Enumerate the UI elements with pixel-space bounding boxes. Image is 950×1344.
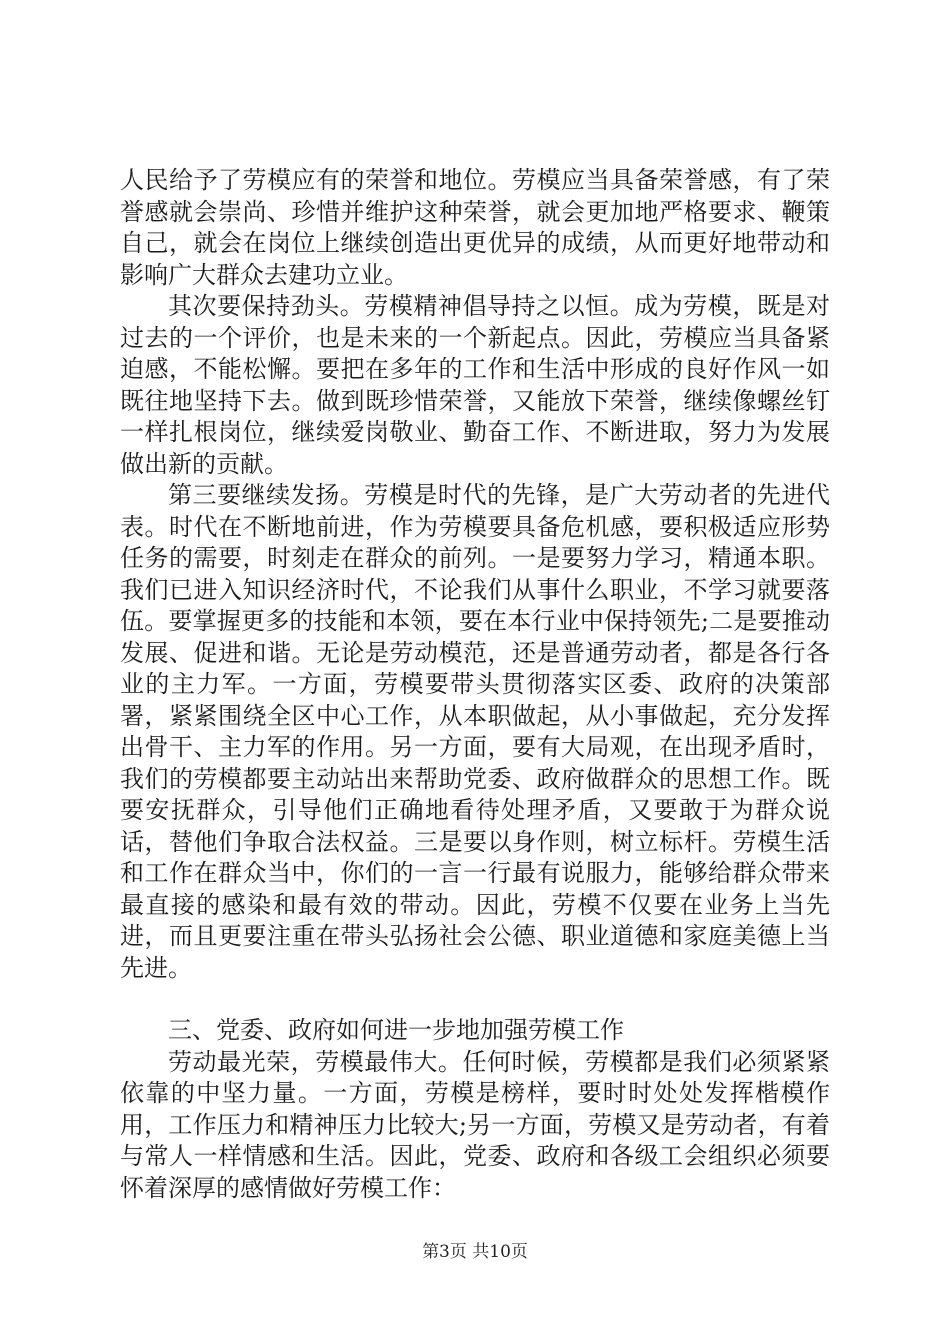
page-footer: 第3页 共10页	[422, 1242, 528, 1262]
paragraph-keep-momentum: 其次要保持劲头。劳模精神倡导持之以恒。成为劳模，既是对过去的一个评价，也是未来的一个新起点。因此，劳模应当具备紧迫感，不能松懈。要把在多年的工作和生活中形成的良好作风一如既往地坚持下去。做到既珍惜荣誉，又能放下荣誉，继续像螺丝钉一样扎根岗位，继续爱岗敬业、勤奋工作、不断进取，努力为发展做出新的贡献。	[120, 292, 830, 478]
section-heading: 三、党委、政府如何进一步地加强劳模工作	[168, 1016, 624, 1044]
paragraph-continuation: 人民给予了劳模应有的荣誉和地位。劳模应当具备荣誉感，有了荣誉感就会崇尚、珍惜并维护这种荣誉，就会更加地严格要求、鞭策自己，就会在岗位上继续创造出更优异的成绩，从而更好地带动和影响广大群众去建功立业。	[120, 166, 830, 289]
document-body	[120, 165, 830, 1204]
paragraph-continue-carry-forward: 第三要继续发扬。劳模是时代的先锋，是广大劳动者的先进代表。时代在不断地前进，作为劳模要具备危机感，要积极适应形势任务的需要，时刻走在群众的前列。一是要努力学习，精通本职。我们已进入知识经济时代，不论我们从事什么职业，不学习就要落伍。要掌握更多的技能和本领，要在本行业中保持领先;二是要推动发展、促进和谐。无论是劳动模范，还是普通劳动者，都是各行各业的主力军。一方面，劳模要带头贯彻落实区委、政府的决策部署，紧紧围绕全区中心工作，从本职做起，从小事做起，充分发挥出骨干、主力军的作用。另一方面，要有大局观，在出现矛盾时，我们的劳模都要主动站出来帮助党委、政府做群众的思想工作。既要安抚群众，引导他们正确地看待处理矛盾，又要敢于为群众说话，替他们争取合法权益。三是要以身作则，树立标杆。劳模生活和工作在群众当中，你们的一言一行最有说服力，能够给群众带来最直接的感染和最有效的带动。因此，劳模不仅要在业务上当先进，而且更要注重在带头弘扬社会公德、职业道德和家庭美德上当先进。	[120, 481, 830, 982]
paragraph-strengthen-work: 劳动最光荣，劳模最伟大。任何时候，劳模都是我们必须紧紧依靠的中坚力量。一方面，劳模是榜样，要时时处处发挥楷模作用，工作压力和精神压力比较大;另一方面，劳模又是劳动者，有着与常人一样情感和生活。因此，党委、政府和各级工会组织必须要怀着深厚的感情做好劳模工作：	[120, 1047, 830, 1202]
